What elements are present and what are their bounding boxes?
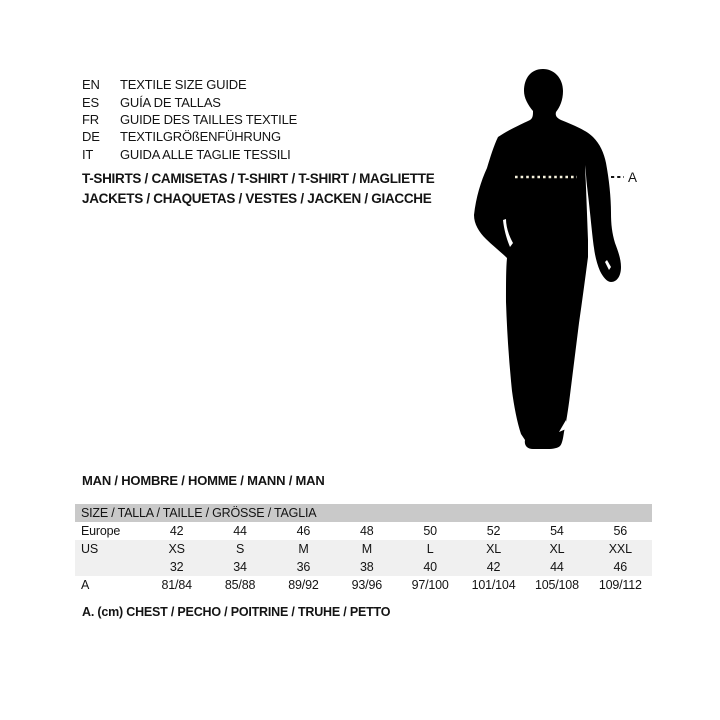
table-cell: 85/88 [224, 578, 256, 592]
table-cell: 46 [613, 560, 628, 574]
table-cell: 40 [423, 560, 437, 574]
table-cell: 93/96 [351, 578, 382, 592]
table-cell: 34 [233, 560, 247, 574]
table-cell: 89/92 [288, 578, 319, 592]
table-row-chest-cm [75, 576, 652, 594]
table-cell: 52 [486, 524, 501, 538]
row-label: US [81, 542, 98, 556]
language-title: TEXTILE SIZE GUIDE [120, 77, 247, 93]
table-cell: M [298, 542, 309, 556]
size-table-header: SIZE / TALLA / TAILLE / GRÖSSE / TAGLIA [75, 504, 652, 522]
table-cell: 56 [613, 524, 628, 538]
table-cell: M [361, 542, 372, 556]
row-label: Europe [81, 524, 121, 538]
language-row [82, 128, 297, 145]
table-cell: 105/108 [535, 578, 579, 592]
table-cell: XL [486, 542, 501, 556]
table-cell: 44 [233, 524, 247, 538]
table-cell: 42 [486, 560, 501, 574]
language-code: FR [82, 111, 99, 127]
table-cell: 42 [169, 524, 184, 538]
language-title: GUIDA ALLE TAGLIE TESSILI [120, 146, 291, 162]
language-title: GUÍA DE TALLAS [120, 94, 221, 110]
measure-label-a: A [628, 170, 638, 185]
category-line-tshirts: T-SHIRTS / CAMISETAS / T-SHIRT / T-SHIRT / MAGLIETTE [82, 171, 435, 186]
table-cell: S [235, 542, 245, 556]
language-row [82, 76, 297, 93]
row-label: A [81, 578, 90, 592]
table-cell: 32 [169, 560, 184, 574]
category-heading [82, 169, 434, 209]
language-code: DE [82, 129, 100, 145]
category-line-jackets: JACKETS / CHAQUETAS / VESTES / JACKEN / GIACCHE [82, 191, 432, 206]
language-title: TEXTILGRÖßENFÜHRUNG [120, 129, 281, 145]
table-cell: 97/100 [411, 578, 449, 592]
language-code: EN [82, 77, 100, 93]
language-list [82, 76, 297, 163]
row-label [75, 558, 145, 576]
table-cell: 81/84 [161, 578, 192, 592]
man-silhouette-icon [440, 50, 680, 470]
size-table [75, 504, 652, 594]
table-cell: XXL [608, 542, 632, 556]
table-row-europe [75, 522, 652, 540]
table-cell: L [426, 542, 434, 556]
table-row-numeric [75, 558, 652, 576]
table-cell: 46 [296, 524, 311, 538]
section-title-man: MAN / HOMBRE / HOMME / MANN / MAN [82, 473, 325, 488]
table-cell: 36 [296, 560, 311, 574]
table-cell: 50 [423, 524, 437, 538]
language-row [82, 111, 297, 128]
language-row [82, 146, 297, 163]
table-cell: 48 [360, 524, 374, 538]
language-row [82, 93, 297, 110]
table-row-us [75, 540, 652, 558]
table-cell: XS [168, 542, 185, 556]
table-cell: XL [549, 542, 565, 556]
language-code: ES [82, 94, 99, 110]
language-code: IT [82, 146, 94, 162]
table-cell: 101/104 [471, 578, 516, 592]
table-cell: 44 [550, 560, 564, 574]
table-cell: 54 [550, 524, 564, 538]
table-cell: 109/112 [598, 578, 642, 592]
measurement-caption: A. (cm) CHEST / PECHO / POITRINE / TRUHE / PETTO [82, 605, 391, 619]
table-cell: 38 [360, 560, 374, 574]
language-title: GUIDE DES TAILLES TEXTILE [120, 111, 298, 127]
